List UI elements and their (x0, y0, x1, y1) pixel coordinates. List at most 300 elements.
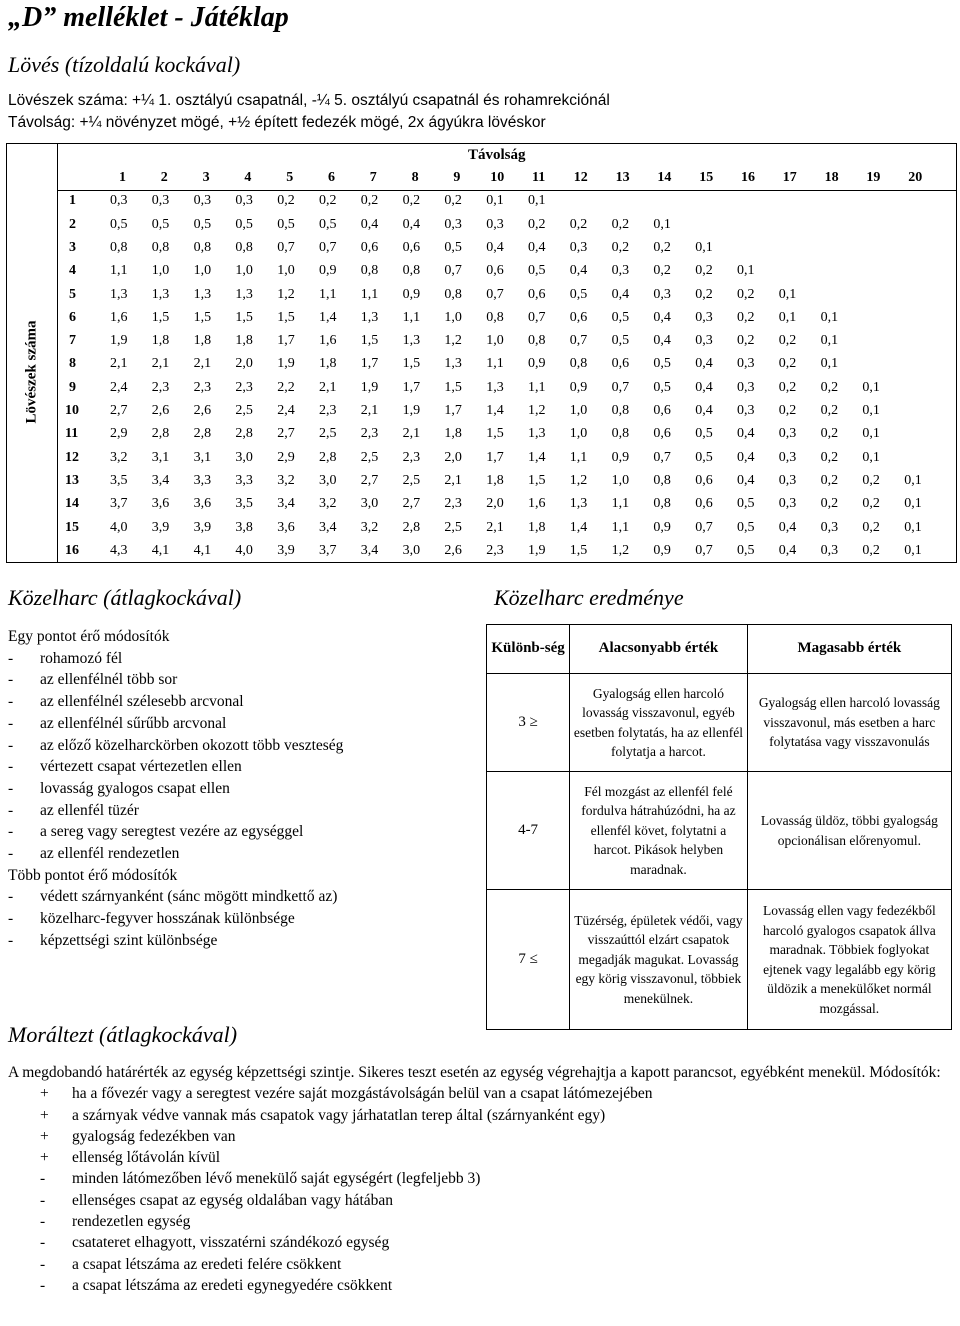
range-value-cell: 0,5 (319, 216, 337, 232)
range-value-cell: 3,4 (360, 542, 379, 558)
list-dash: - (8, 736, 14, 754)
range-value-cell: 0,3 (486, 216, 504, 232)
range-value-cell: 0,9 (611, 449, 630, 465)
range-value-cell: 0,3 (151, 193, 170, 209)
range-value-cell: 2,1 (360, 403, 379, 418)
higher-value-cell: Gyalogság ellen harcoló lovasság visszavonul, más esetben a harc folytatása vagy visszavonulás (747, 674, 951, 772)
distance-header-cell: 4 (244, 170, 252, 185)
range-value-cell: 1,3 (402, 333, 421, 349)
range-row (57, 190, 957, 213)
range-value-cell: 1,9 (110, 333, 128, 349)
modifier-sign: + (40, 1106, 49, 1124)
modifier-sign: - (40, 1213, 46, 1231)
range-value-cell: 0,3 (778, 426, 797, 442)
shooters-label-wrap (6, 183, 57, 561)
range-value-cell: 0,5 (151, 216, 170, 232)
range-value-cell: 0,2 (820, 496, 839, 512)
range-value-cell: 2,7 (402, 496, 421, 512)
distance-header-cell: 15 (699, 170, 714, 185)
range-value-cell: 0,2 (695, 263, 713, 279)
list-item (8, 669, 343, 691)
range-value-cell: 2,6 (151, 403, 170, 418)
range-row (57, 307, 957, 330)
range-value-cell: 0,6 (611, 356, 630, 372)
range-value-cell: 0,4 (486, 239, 504, 255)
range-value-cell: 0,2 (611, 216, 630, 232)
modifier-sign: + (40, 1085, 49, 1103)
list-dash: - (8, 649, 14, 667)
range-value-cell: 1,8 (235, 333, 253, 349)
range-value-cell: 0,9 (528, 356, 546, 372)
list-text: Több pontot érő módosítók (8, 866, 178, 884)
single-point-heading (8, 626, 343, 648)
list-dash: - (8, 693, 14, 711)
modifier-sign: - (40, 1255, 46, 1273)
shooters-count: 1 (69, 193, 76, 209)
range-row (57, 423, 957, 446)
range-value-cell: 0,6 (360, 239, 379, 255)
range-value-cell: 0,9 (569, 379, 588, 395)
list-item (8, 778, 343, 800)
range-value-cell: 1,4 (528, 449, 546, 465)
shooters-count: 8 (69, 356, 76, 372)
range-value-cell: 0,1 (820, 333, 839, 349)
range-value-cell: 0,1 (737, 263, 755, 279)
modifier-text: rendezetlen egység (72, 1213, 191, 1231)
range-value-cell: 2,9 (277, 449, 295, 465)
range-value-cell: 3,9 (151, 519, 170, 535)
range-value-cell: 2,5 (319, 426, 337, 442)
list-text: védett szárnyanként (sánc mögött mindkettő az) (40, 888, 338, 906)
range-value-cell: 1,3 (235, 286, 253, 302)
range-value-cell: 0,1 (778, 309, 797, 325)
range-value-cell: 2,2 (277, 379, 295, 395)
list-text: közelharc-fegyver hosszának különbsége (40, 910, 295, 928)
modifier-sign: - (40, 1170, 46, 1188)
range-value-cell: 0,4 (653, 309, 671, 325)
range-value-cell: 0,2 (820, 472, 839, 488)
distance-header-cell: 3 (202, 170, 210, 185)
range-value-cell: 2,8 (193, 426, 212, 442)
range-value-cell: 2,3 (486, 542, 504, 558)
range-value-cell: 1,7 (277, 333, 295, 349)
range-value-cell: 0,9 (653, 542, 671, 558)
range-value-cell: 1,7 (402, 379, 421, 395)
range-value-cell: 0,5 (611, 333, 630, 349)
range-value-cell: 0,1 (486, 193, 504, 209)
list-item (8, 886, 343, 908)
shooters-count: 2 (69, 216, 76, 232)
range-value-cell: 3,4 (277, 496, 295, 512)
range-value-cell: 0,1 (862, 379, 880, 395)
range-value-cell: 0,3 (695, 333, 713, 349)
range-value-cell: 0,5 (737, 496, 755, 512)
range-value-cell: 0,2 (653, 239, 671, 255)
range-value-cell: 2,4 (110, 379, 128, 395)
shooters-count: 10 (65, 403, 79, 418)
range-value-cell: 0,2 (862, 496, 880, 512)
list-text: az ellenfél rendezetlen (40, 845, 180, 863)
range-value-cell: 0,1 (904, 542, 922, 558)
range-value-cell: 1,5 (402, 356, 421, 372)
range-value-cell: 0,5 (653, 379, 671, 395)
distance-header-cell: 2 (160, 170, 168, 185)
range-value-cell: 1,4 (486, 403, 504, 418)
shooters-count: 13 (65, 472, 79, 488)
range-row (57, 540, 957, 563)
range-row (57, 470, 957, 493)
range-value-cell: 1,6 (319, 333, 337, 349)
shooters-count: 5 (69, 286, 76, 302)
col-lower-value: Alacsonyabb érték (570, 625, 748, 674)
multi-point-heading (8, 865, 343, 887)
range-value-cell: 1,3 (444, 356, 462, 372)
range-value-cell: 0,2 (737, 309, 755, 325)
range-value-cell: 4,1 (151, 542, 170, 558)
range-value-cell: 2,1 (110, 356, 128, 372)
range-value-cell: 2,0 (444, 449, 462, 465)
range-value-cell: 1,4 (319, 309, 337, 325)
range-value-cell: 2,9 (110, 426, 128, 442)
result-row (487, 772, 952, 890)
range-value-cell: 0,2 (444, 193, 462, 209)
range-value-cell: 0,6 (695, 472, 713, 488)
range-value-cell: 2,1 (151, 356, 170, 372)
range-value-cell: 0,7 (319, 239, 337, 255)
range-value-cell: 0,6 (528, 286, 546, 302)
melee-result-heading: Közelharc eredménye (494, 585, 684, 610)
modifier-text: a csapat létszáma az eredeti egynegyedére csökkent (72, 1276, 393, 1294)
range-value-cell: 2,1 (319, 379, 337, 395)
range-value-cell: 1,5 (151, 309, 170, 325)
range-value-cell: 0,1 (820, 309, 839, 325)
range-value-cell: 1,0 (569, 426, 588, 442)
range-value-cell: 1,0 (277, 263, 295, 279)
shooters-count: 16 (65, 542, 79, 558)
morale-intro: A megdobandó határérték az egység képzettségi szintje. Sikeres teszt esetén az egység végrehajtja a kapott parancsot, egyébként menekül. Módosítók: (8, 1064, 941, 1081)
range-value-cell: 2,3 (360, 426, 379, 442)
list-dash: - (8, 714, 14, 732)
range-value-cell: 2,3 (151, 379, 170, 395)
list-dash: - (8, 888, 14, 906)
range-value-cell: 0,3 (820, 542, 839, 558)
morale-modifier (8, 1232, 948, 1253)
shooters-count: 14 (65, 496, 79, 512)
range-value-cell: 0,4 (737, 472, 755, 488)
range-value-cell: 1,3 (569, 496, 588, 512)
range-value-cell: 3,5 (235, 496, 253, 512)
range-value-cell: 3,3 (193, 472, 212, 488)
range-value-cell: 1,5 (193, 309, 212, 325)
range-value-cell: 3,6 (151, 496, 170, 512)
range-value-cell: 3,2 (277, 472, 295, 488)
range-value-cell: 0,2 (737, 286, 755, 302)
range-value-cell: 1,8 (193, 333, 212, 349)
distance-header-cell: 10 (490, 170, 505, 185)
range-value-cell: 0,5 (569, 286, 588, 302)
range-value-cell: 0,3 (778, 496, 797, 512)
range-row (57, 214, 957, 237)
range-value-cell: 3,3 (235, 472, 253, 488)
range-value-cell: 0,3 (778, 472, 797, 488)
range-value-cell: 1,2 (444, 333, 462, 349)
range-value-cell: 3,6 (277, 519, 295, 535)
range-value-cell: 1,3 (110, 286, 128, 302)
range-row (57, 353, 957, 376)
range-value-cell: 1,9 (402, 403, 421, 418)
range-value-cell: 1,3 (193, 286, 212, 302)
list-dash: - (8, 931, 14, 949)
list-dash: - (8, 801, 14, 819)
range-value-cell: 2,7 (110, 403, 128, 418)
range-value-cell: 1,7 (444, 403, 462, 418)
modifier-sign: + (40, 1149, 49, 1167)
range-value-cell: 1,2 (528, 403, 546, 418)
range-value-cell: 3,9 (193, 519, 212, 535)
range-value-cell: 0,5 (444, 239, 462, 255)
distance-header-cell: 6 (328, 170, 335, 185)
range-value-cell: 1,9 (277, 356, 295, 372)
list-item (8, 735, 343, 757)
range-value-cell: 0,8 (486, 309, 504, 325)
distance-header-cell: 16 (741, 170, 755, 185)
range-value-cell: 0,8 (611, 403, 630, 418)
range-value-cell: 0,8 (151, 239, 170, 255)
range-value-cell: 0,2 (862, 542, 880, 558)
difference-cell: 4-7 (487, 772, 570, 890)
range-value-cell: 2,8 (235, 426, 253, 442)
range-value-cell: 0,2 (360, 193, 379, 209)
range-row (57, 330, 957, 353)
range-value-cell: 0,3 (611, 263, 630, 279)
list-text: az ellenfélnél több sor (40, 671, 178, 689)
range-value-cell: 3,2 (319, 496, 337, 512)
difference-cell: 3 ≥ (487, 674, 570, 772)
range-value-cell: 1,8 (319, 356, 337, 372)
list-text: rohamozó fél (40, 649, 123, 667)
range-value-cell: 0,9 (402, 286, 421, 302)
range-value-cell: 0,2 (695, 286, 713, 302)
range-value-cell: 3,0 (235, 449, 253, 465)
range-value-cell: 0,2 (862, 519, 880, 535)
list-text: Egy pontot érő módosítók (8, 628, 170, 645)
range-value-cell: 0,1 (904, 472, 922, 488)
lower-value-cell: Fél mozgást az ellenfél felé fordulva hátrahúzódni, ha az ellenfél követ, folytatni a harcot. Pikások helyben maradnak. (570, 772, 748, 890)
distance-header-row (57, 167, 957, 190)
range-value-cell: 0,4 (737, 449, 755, 465)
range-value-cell: 1,3 (151, 286, 170, 302)
range-value-cell: 0,3 (653, 286, 671, 302)
shooters-label: Lövészek száma (23, 320, 39, 424)
range-value-cell: 0,3 (737, 403, 755, 418)
range-value-cell: 2,5 (235, 403, 253, 418)
range-value-cell: 2,0 (235, 356, 253, 372)
morale-modifier (8, 1147, 948, 1168)
range-value-cell: 0,2 (778, 333, 797, 349)
range-value-cell: 0,5 (110, 216, 128, 232)
range-value-cell: 0,9 (319, 263, 337, 279)
range-value-cell: 0,6 (486, 263, 504, 279)
list-item (8, 691, 343, 713)
range-value-cell: 0,7 (695, 542, 713, 558)
list-dash: - (8, 910, 14, 928)
range-value-cell: 2,7 (277, 426, 295, 442)
modifier-sign: - (40, 1234, 46, 1252)
list-text: az ellenfélnél szélesebb arcvonal (40, 693, 244, 711)
range-value-cell: 0,4 (778, 519, 797, 535)
range-value-cell: 0,8 (402, 263, 421, 279)
range-value-cell: 0,8 (235, 239, 253, 255)
range-value-cell: 0,5 (193, 216, 212, 232)
range-value-cell: 0,4 (528, 239, 546, 255)
range-value-cell: 0,2 (820, 379, 839, 395)
range-value-cell: 0,4 (360, 216, 379, 232)
higher-value-cell: Lovasság ellen vagy fedezékből harcoló gyalogos csapatok állva maradnak. Többiek foglyokat ejtenek vagy legalább egy körig üldözik a menekülőket normál mozgással. (747, 890, 951, 1030)
range-value-cell: 1,6 (528, 496, 546, 512)
range-value-cell: 3,2 (360, 519, 379, 535)
range-value-cell: 0,4 (778, 542, 797, 558)
range-value-cell: 1,5 (277, 309, 295, 325)
distance-header-cell: 17 (782, 170, 797, 185)
range-row (57, 447, 957, 470)
shooters-count: 12 (65, 449, 79, 465)
range-value-cell: 0,7 (486, 286, 504, 302)
result-row (487, 674, 952, 772)
range-value-cell: 3,7 (110, 496, 128, 512)
lower-value-cell: Gyalogság ellen harcoló lovasság visszavonul, egyéb esetben folytatás, ha az ellenfél folytatja a harcot. (570, 674, 748, 772)
list-dash: - (8, 823, 14, 841)
range-value-cell: 1,5 (360, 333, 379, 349)
range-value-cell: 0,2 (820, 449, 839, 465)
list-item (8, 930, 343, 952)
range-value-cell: 1,8 (444, 426, 462, 442)
range-value-cell: 2,3 (235, 379, 253, 395)
range-value-cell: 2,1 (193, 356, 212, 372)
modifier-text: csatateret elhagyott, visszatérni szándékozó egység (72, 1234, 390, 1252)
range-value-cell: 0,7 (277, 239, 295, 255)
list-text: lovasság gyalogos csapat ellen (40, 779, 230, 797)
shooters-count: 9 (69, 379, 76, 395)
distance-modifier-line: Távolság: +¼ növényzet mögé, +½ épített fedezék mögé, 2x ágyúkra lövéskor (8, 114, 546, 131)
list-item (8, 713, 343, 735)
list-text: az előző közelharckörben okozott több veszteség (40, 736, 344, 754)
range-value-cell: 0,7 (444, 263, 462, 279)
range-row (57, 377, 957, 400)
morale-section (8, 1062, 948, 1296)
range-value-cell: 0,5 (277, 216, 295, 232)
modifier-text: ha a fővezér vagy a seregtest vezére saját mozgástávolságán belül van a csapat látómezejében (72, 1085, 653, 1103)
range-value-cell: 2,5 (402, 472, 421, 488)
range-value-cell: 0,2 (528, 216, 546, 232)
range-value-cell: 0,8 (528, 333, 546, 349)
shooters-count: 15 (65, 519, 79, 535)
range-value-cell: 1,5 (486, 426, 504, 442)
range-value-cell: 1,5 (235, 309, 253, 325)
range-value-cell: 2,0 (486, 496, 504, 512)
range-value-cell: 2,6 (193, 403, 212, 418)
list-item (8, 756, 343, 778)
range-value-cell: 1,1 (319, 286, 337, 302)
range-value-cell: 1,2 (569, 472, 588, 488)
range-value-cell: 3,7 (319, 542, 337, 558)
range-value-cell: 2,7 (360, 472, 379, 488)
range-value-cell: 0,1 (820, 356, 839, 372)
shooters-modifier-line: Lövészek száma: +¼ 1. osztályú csapatnál, -¼ 5. osztályú csapatnál és rohamrekciónál (8, 92, 610, 109)
range-value-cell: 1,1 (528, 379, 546, 395)
list-text: a sereg vagy seregtest vezére az egységgel (40, 823, 304, 841)
range-value-cell: 1,1 (611, 496, 630, 512)
range-value-cell: 1,7 (360, 356, 379, 372)
morale-modifier (8, 1105, 948, 1126)
range-value-cell: 0,3 (444, 216, 462, 232)
distance-header-cell: 11 (532, 170, 546, 185)
result-row (487, 890, 952, 1030)
range-value-cell: 2,8 (402, 519, 421, 535)
range-value-cell: 2,3 (193, 379, 212, 395)
range-value-cell: 0,8 (193, 239, 212, 255)
range-value-cell: 0,5 (695, 449, 713, 465)
range-value-cell: 1,2 (277, 286, 295, 302)
list-dash: - (8, 758, 14, 776)
morale-heading: Moráltezt (átlagkockával) (8, 1022, 238, 1047)
range-value-cell: 0,1 (904, 496, 922, 512)
range-value-cell: 0,8 (569, 356, 588, 372)
range-value-cell: 2,3 (402, 449, 421, 465)
range-value-cell: 2,1 (444, 472, 462, 488)
morale-modifier (8, 1211, 948, 1232)
range-value-cell: 0,3 (193, 193, 212, 209)
page-title: „D” melléklet - Játéklap (8, 2, 289, 33)
modifier-text: a csapat létszáma az eredeti felére csökkent (72, 1255, 342, 1273)
list-dash: - (8, 779, 14, 797)
range-value-cell: 1,1 (569, 449, 588, 465)
range-value-cell: 1,0 (611, 472, 630, 488)
range-value-cell: 0,3 (569, 239, 588, 255)
range-value-cell: 0,5 (653, 356, 671, 372)
range-value-cell: 0,2 (569, 216, 588, 232)
range-value-cell: 0,6 (402, 239, 421, 255)
range-value-cell: 1,0 (569, 403, 588, 418)
range-value-cell: 3,9 (277, 542, 295, 558)
range-value-cell: 0,8 (653, 472, 671, 488)
range-row (57, 260, 957, 283)
range-value-cell: 0,1 (904, 519, 922, 535)
range-value-cell: 0,3 (820, 519, 839, 535)
range-value-cell: 2,3 (319, 403, 337, 418)
distance-header-cell: 7 (369, 170, 377, 185)
range-value-cell: 2,5 (444, 519, 462, 535)
range-value-cell: 0,2 (402, 193, 421, 209)
range-value-cell: 1,1 (611, 519, 630, 535)
range-value-cell: 2,8 (151, 426, 170, 442)
range-value-cell: 1,9 (528, 542, 546, 558)
range-value-cell: 0,5 (737, 519, 755, 535)
range-value-cell: 1,8 (528, 519, 546, 535)
distance-label: Távolság (468, 147, 526, 163)
range-value-cell: 3,4 (151, 472, 170, 488)
shooters-count: 4 (69, 263, 76, 279)
range-value-cell: 0,8 (444, 286, 462, 302)
range-value-cell: 0,2 (820, 403, 839, 418)
range-value-cell: 0,1 (653, 216, 671, 232)
melee-modifiers-list (8, 626, 343, 952)
range-value-cell: 0,4 (695, 379, 713, 395)
range-value-cell: 0,7 (653, 449, 671, 465)
shooting-heading: Lövés (tízoldalú kockával) (8, 52, 241, 77)
list-text: képzettségi szint különbsége (40, 931, 218, 949)
range-row (57, 493, 957, 516)
range-value-cell: 0,7 (611, 379, 630, 395)
